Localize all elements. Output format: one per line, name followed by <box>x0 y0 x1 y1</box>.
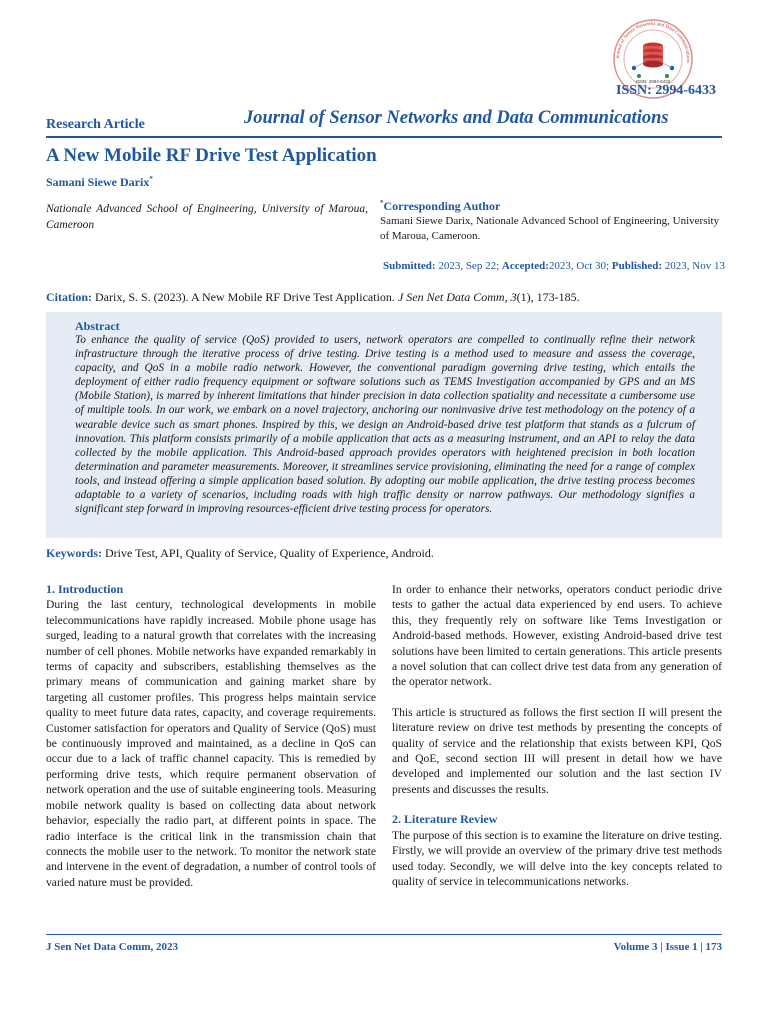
journal-title: Journal of Sensor Networks and Data Communications <box>244 108 669 128</box>
corresponding-heading-text: Corresponding Author <box>383 199 501 213</box>
introduction-paragraph-3: This article is structured as follows the first section II will present the literature review on drive test methods by presenting the concepts of quality of service and the relationship that exists between KPI, QoS and QoE, second section III will present in detail how we have developed and implemented our solution and the last section IV presents and discusses the results. <box>392 705 722 796</box>
citation <box>46 290 722 305</box>
literature-review-heading: 2. Literature Review <box>392 812 498 827</box>
footer-volume-page: Volume 3 | Issue 1 | 173 <box>613 941 722 953</box>
database-icon <box>643 43 663 68</box>
submitted-date: 2023, Sep 22; <box>438 260 500 272</box>
publication-dates <box>383 260 723 272</box>
logo-ring-text: Journal of Sensor Networks and Data Communications <box>615 21 691 64</box>
author-mark: * <box>149 175 153 183</box>
introduction-paragraph-2: In order to enhance their networks, operators conduct periodic drive tests to gather the actual data experienced by end users. To achieve this, they frequently rely on software like Tems Investigation or Android-based methods. However, existing Android-based drive test solutions have been limited to certain generations. This article presents a novel solution that can collect drive test data from any generation of the operator network. <box>392 583 722 689</box>
introduction-paragraph-1: During the last century, technological developments in mobile telecommunications have rapidly increased. Mobile phone usage has surged, leading to a natural growth that correlates with the increasing number of cell phones. Mobile networks have expanded remarkably in terms of capacity and subscribers, establishing themselves as the primary means of communication and gaining market share by targeting all customer profiles. This progress helps maintain service quality to meet future data rates, capacity, and coverage requirements. Customer satisfaction for operators and Quality of Service (QoS) must be continuously improved and maintained, as a decline in QoS can occur due to a lack of traffic channel capacity. This is remedied by performing drive tests, which require permanent observation of network operation and the use of suitable engineering tools. Measuring mobile network quality is based on collecting data about network behavior, especially the radio part, at different points in space. The radio interface is the critical link in the transmission chain that connects the mobile user to the network. To monitor the network state and intervene in the event of degradation, a number of control tools of varied nature must be provided. <box>46 598 376 889</box>
corresponding-author-text: Samani Siewe Darix, Nationale Advanced School of Engineering, University of Maroua, Cameroon. <box>380 215 720 242</box>
citation-suffix: (1), 173-185. <box>516 290 580 304</box>
accepted-label: Accepted: <box>501 260 549 272</box>
article-type: Research Article <box>46 117 145 132</box>
paragraph-gap <box>392 797 722 812</box>
introduction-heading: 1. Introduction <box>46 582 124 596</box>
header-rule <box>46 136 722 138</box>
submitted-label: Submitted: <box>383 260 436 272</box>
corresponding-mark: * <box>380 199 384 207</box>
citation-label: Citation: <box>46 290 92 304</box>
abstract-heading: Abstract <box>75 319 120 333</box>
author-affiliation: Nationale Advanced School of Engineering, University of Maroua, Cameroon <box>46 203 368 231</box>
paper-title: A New Mobile RF Drive Test Application <box>46 145 377 166</box>
keywords-text: Drive Test, API, Quality of Service, Quality of Experience, Android. <box>105 546 434 560</box>
paragraph-gap <box>392 690 722 705</box>
literature-review-paragraph-1: The purpose of this section is to examine the literature on drive testing. Firstly, we will provide an overview of the primary drive test methods used today. Secondly, we will delve into the key concepts related to quality of service in telecommunications networks. <box>392 828 723 888</box>
issn-label: ISSN: 2994-6433 <box>616 83 716 98</box>
footer-journal: J Sen Net Data Comm, 2023 <box>46 941 178 953</box>
keywords <box>46 546 434 561</box>
citation-journal: J Sen Net Data Comm, 3 <box>397 290 517 304</box>
citation-text: Darix, S. S. (2023). A New Mobile RF Drive Test Application. <box>95 290 395 304</box>
published-label: Published: <box>611 260 663 272</box>
right-column <box>392 582 722 889</box>
left-column <box>46 582 376 890</box>
published-date: 2023, Nov 13 <box>664 260 725 272</box>
author-name-text: Samani Siewe Darix <box>46 175 150 189</box>
abstract-text: To enhance the quality of service (QoS) provided to users, network operators are compelled to continually refine their network infrastructure through the iterative process of drive testing. Drive testing is a method used to measure and assess the coverage, capacity, and QoS in a mobile radio network. However, the conventional paradigm governing drive testing, which entails the deployment of either radio frequency equipment or software solutions such as TEMS Investigation accompanied by GPS and an MS (Mobile Station), is marred by inherent limitations that hinder precision in data collection spatiality and necessitate a cumbersome use of multiple tools. In our work, we embark on a novel trajectory, anchoring our noninvasive drive test methodology on the potency of a wearable device such as smart phones. Inspired by this, we design an Android-based drive test platform that stands as a fulcrum of innovation. This platform consists primarily of a mobile application that acts as a measuring instrument, and an API to relay the data collected by the mobile application. This Android-based approach provides operators with heightened precision in both location determination and parameter measurements. Moreover, it streamlines service provisioning, eliminating the need for a range of complex tools, and instead offering a simple application based solution. By adopting our mobile application, the drive testing process becomes adaptable to a variety of scenarios, including roads with high traffic density or narrow pathways. Our methodology signifies a significant step forward in improving resources-efficient drive testing process for operators. <box>75 334 695 516</box>
logo-issn: ISSN: 2994-6433 <box>635 79 671 84</box>
accepted-date: 2023, Oct 30; <box>548 260 610 272</box>
keywords-label: Keywords: <box>46 546 102 560</box>
footer-rule <box>46 934 722 935</box>
author-name <box>46 175 153 190</box>
corresponding-author-heading <box>380 199 500 214</box>
